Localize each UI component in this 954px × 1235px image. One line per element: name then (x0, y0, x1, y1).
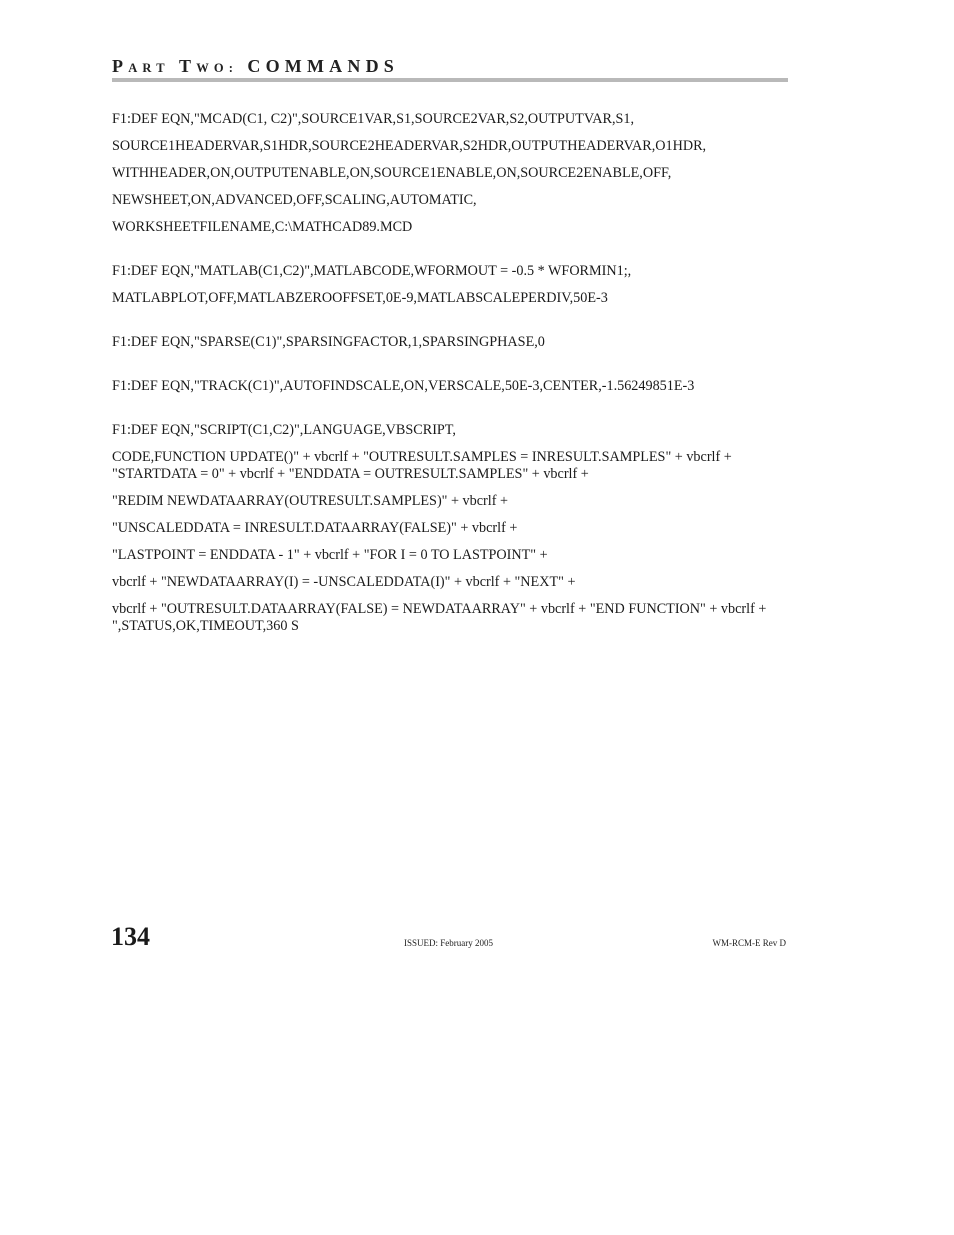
command-line: vbcrlf + "OUTRESULT.DATAARRAY(FALSE) = NEWDATAARRAY" + vbcrlf + "END FUNCTION" + vbcrlf + ",STATUS,OK,TIMEOUT,360 S (112, 601, 767, 634)
command-line: "LASTPOINT = ENDDATA - 1" + vbcrlf + "FOR I = 0 TO LASTPOINT" + (112, 547, 548, 563)
issue-date: ISSUED: February 2005 (404, 938, 493, 948)
command-line: SOURCE1HEADERVAR,S1HDR,SOURCE2HEADERVAR,S2HDR,OUTPUTHEADERVAR,O1HDR, (112, 138, 707, 154)
track-command-block (112, 378, 788, 395)
running-header (112, 55, 788, 79)
command-line: WORKSHEETFILENAME,C:\MATHCAD89.MCD (112, 219, 413, 235)
matlab-command-block (112, 263, 788, 307)
command-line: WITHHEADER,ON,OUTPUTENABLE,ON,SOURCE1ENABLE,ON,SOURCE2ENABLE,OFF, (112, 165, 672, 181)
page-number: 134 (111, 922, 150, 951)
mcad-command-block (112, 111, 788, 236)
script-command-block (112, 422, 788, 635)
command-line: "REDIM NEWDATAARRAY(OUTRESULT.SAMPLES)" + vbcrlf + (112, 493, 508, 509)
command-line: NEWSHEET,ON,ADVANCED,OFF,SCALING,AUTOMATIC, (112, 192, 477, 208)
command-examples (112, 111, 788, 662)
command-line: MATLABPLOT,OFF,MATLABZEROOFFSET,0E-9,MATLABSCALEPERDIV,50E-3 (112, 290, 608, 306)
command-line: F1:DEF EQN,"TRACK(C1)",AUTOFINDSCALE,ON,VERSCALE,50E-3,CENTER,-1.56249851E-3 (112, 378, 695, 394)
title-word-part: PART (112, 56, 170, 76)
command-line: F1:DEF EQN,"MATLAB(C1,C2)",MATLABCODE,WFORMOUT = -0.5 * WFORMIN1;, (112, 263, 632, 279)
command-line: "UNSCALEDDATA = INRESULT.DATAARRAY(FALSE)" + vbcrlf + (112, 520, 518, 536)
section-title (112, 55, 788, 79)
command-line: F1:DEF EQN,"MCAD(C1, C2)",SOURCE1VAR,S1,SOURCE2VAR,S2,OUTPUTVAR,S1, (112, 111, 635, 127)
title-word-commands: COMMANDS (247, 56, 399, 76)
document-id: WM-RCM-E Rev D (712, 938, 786, 948)
command-line: vbcrlf + "NEWDATAARRAY(I) = -UNSCALEDDATA(I)" + vbcrlf + "NEXT" + (112, 574, 576, 590)
title-word-two: TWO: (178, 56, 239, 76)
header-divider (112, 78, 788, 82)
command-line: F1:DEF EQN,"SCRIPT(C1,C2)",LANGUAGE,VBSCRIPT, (112, 422, 456, 438)
command-line: F1:DEF EQN,"SPARSE(C1)",SPARSINGFACTOR,1,SPARSINGPHASE,0 (112, 334, 545, 350)
command-line: CODE,FUNCTION UPDATE()" + vbcrlf + "OUTRESULT.SAMPLES = INRESULT.SAMPLES" + vbcrlf + "STARTDATA = 0" + vbcrlf + "ENDDATA = OUTRESULT.SAMPLES" + vbcrlf + (112, 449, 732, 482)
sparse-command-block (112, 334, 788, 351)
